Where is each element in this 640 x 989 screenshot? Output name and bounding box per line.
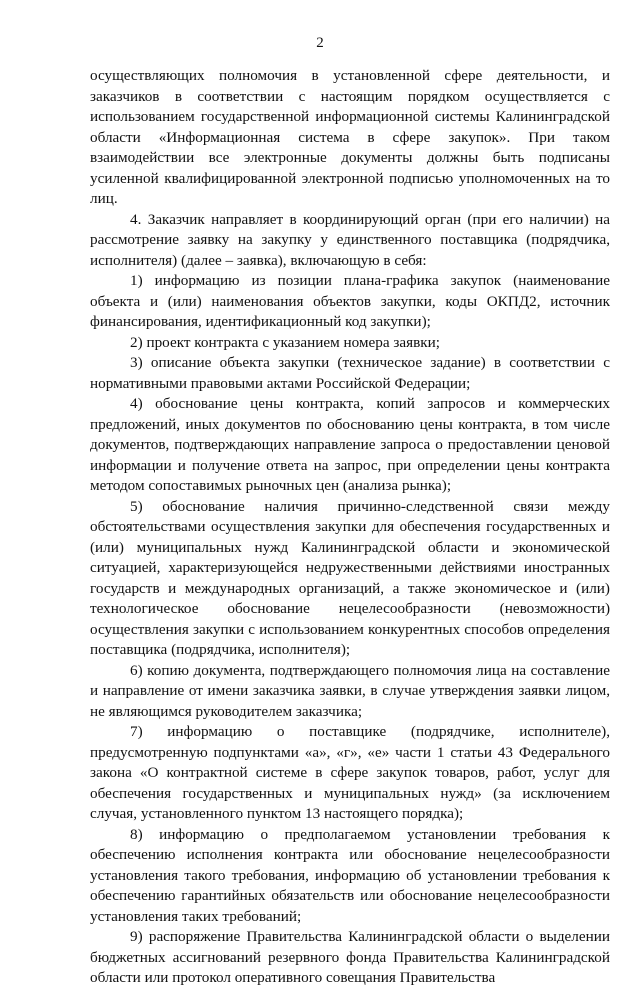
page-number: 2 bbox=[316, 35, 324, 51]
document-body bbox=[90, 66, 610, 989]
subitem-2: 2) проект контракта с указанием номера заявки; bbox=[130, 333, 441, 351]
subitem-1: 1) информацию из позиции плана-графика закупок (наименование объекта и (или) наименования объектов закупки, коды ОКПД2, источник финансирования, идентификационный код закупки); bbox=[90, 272, 610, 330]
subitem-6: 6) копию документа, подтверждающего полномочия лица на составление и направление от имени заказчика заявки, в случае утверждения заявки лицом, не являющимся руководителем заказчика; bbox=[90, 661, 610, 720]
subitem-8: 8) информацию о предполагаемом установлении требования к обеспечению исполнения контракта или обоснование нецелесообразности установления такого требования, информацию об установлении требования к обеспечению гарантийных обязательств или обоснование нецелесообразности установления таких требований; bbox=[90, 825, 610, 925]
paragraph-continuation: осуществляющих полномочия в установленной сфере деятельности, и заказчиков в соответствии с настоящим порядком осуществляется с использованием государственной информационной системы Калининградской области «Информационная система в сфере закупок». При таком взаимодействии все электронные документы должны быть подписаны усиленной квалифицированной электронной подписью уполномоченных на то лиц. bbox=[90, 67, 610, 207]
subitem-7: 7) информацию о поставщике (подрядчике, исполнителе), предусмотренную подпунктами «а», «г», «е» части 1 статьи 43 Федерального закона «О контрактной системе в сфере закупок товаров, работ, услуг для обеспечения государственных и муниципальных нужд» (за исключением случая, установленного пунктом 13 настоящего порядка); bbox=[90, 723, 610, 822]
paragraph-item-4: 4. Заказчик направляет в координирующий орган (при его наличии) на рассмотрение заявку на закупку у единственного поставщика (подрядчика, исполнителя) (далее – заявка), включающую в себя: bbox=[90, 210, 610, 269]
subitem-5: 5) обоснование наличия причинно-следственной связи между обстоятельствами осуществления закупки для обеспечения государственных и (или) муниципальных нужд Калининградской области и экономической ситуацией, характеризующейся недружественными действиями иностранных государств и международных организаций, а также экономическое и (или) технологическое обоснование нецелесообразности (невозможности) осуществления закупки с использованием конкурентных способов определения поставщика (подрядчика, исполнителя); bbox=[90, 497, 610, 658]
subitem-4: 4) обоснование цены контракта, копий запросов и коммерческих предложений, иных документов по обоснованию цены контракта, в том числе документов, подтверждающих направление запроса о предоставлении ценовой информации и получение ответа на запрос, при определении цены контракта методом сопоставимых рыночных цен (анализа рынка); bbox=[90, 395, 610, 494]
subitem-9: 9) распоряжение Правительства Калининградской области о выделении бюджетных ассигнований резервного фонда Правительства Калининградской области или протокол оперативного совещания Правительства bbox=[90, 928, 610, 986]
subitem-3: 3) описание объекта закупки (техническое задание) в соответствии с нормативными правовыми актами Российской Федерации; bbox=[90, 354, 610, 392]
